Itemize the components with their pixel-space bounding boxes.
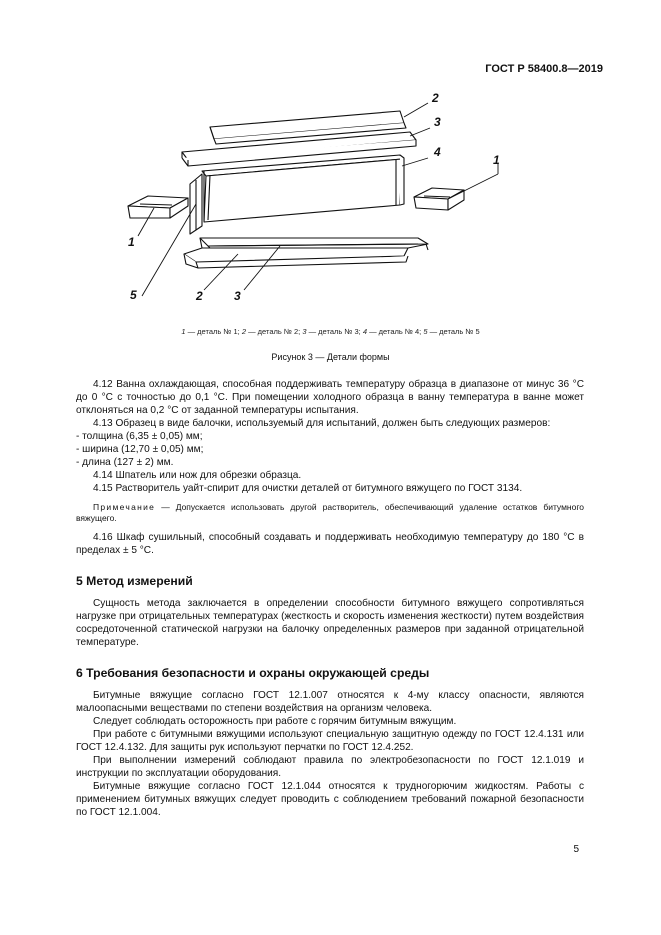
legend-text: — деталь № 1; — [185, 327, 242, 336]
part-4-box — [202, 155, 404, 222]
note-text: — Допускается использовать другой растворитель, обеспечивающий удаление остатков битумного вяжущего. — [76, 502, 584, 523]
part-2-base-plate — [184, 238, 428, 268]
section-6-paragraph: При работе с битумными вяжущими используют специальную защитную одежду по ГОСТ 12.4.131 или ГОСТ 12.4.132. Для защиты рук используют перчатки по ГОСТ 12.4.252. — [76, 729, 584, 753]
list-item: - ширина (12,70 ± 0,05) мм; — [76, 444, 204, 455]
callout-3-top: 3 — [434, 115, 441, 129]
mold-parts-drawing — [110, 86, 540, 320]
note — [76, 502, 584, 524]
legend-num: 2 — [241, 327, 246, 336]
figure-legend — [0, 327, 661, 336]
callout-1-right: 1 — [493, 153, 500, 167]
sample-dimensions-list — [76, 430, 584, 469]
legend-text: — деталь № 5 — [427, 327, 480, 336]
section-6-paragraph: Следует соблюдать осторожность при работе с горячим битумным вяжущим. — [93, 716, 457, 727]
part-1-right-block — [414, 188, 464, 210]
section-6-paragraph: При выполнении измерений соблюдают правила по электробезопасности по ГОСТ 12.1.019 и инструкции по эксплуатации оборудования. — [76, 755, 584, 779]
section-5-text: Сущность метода заключается в определении способности битумного вяжущего сопротивляться нагрузке при отрицательных температурах (жесткость и скорость изменения жесткости) путем воздействия сосредоточенной статической нагрузки на балочку определенных размеров при заданной отрицательной температуре. — [76, 598, 584, 648]
note-label: Примечание — [93, 502, 156, 512]
callout-5: 5 — [130, 288, 137, 302]
callout-3-bottom: 3 — [234, 289, 241, 303]
item-4-14: 4.14 Шпатель или нож для обрезки образца. — [93, 470, 302, 481]
legend-num: 4 — [362, 327, 367, 336]
legend-num: 5 — [423, 327, 428, 336]
item-4-12: 4.12 Ванна охлаждающая, способная поддерживать температуру образца в диапазоне от минус 36 °С до 0 °С с точностью до 0,1 °С. При помещении холодного образца в ванну температура в ванне может отклоняться на 0,2 °С от заданной температуры испытания. — [76, 379, 584, 416]
page-number: 5 — [573, 844, 579, 855]
callout-2-bottom: 2 — [196, 289, 203, 303]
item-4-15: 4.15 Растворитель уайт-спирит для очистки деталей от битумного вяжущего по ГОСТ 3134. — [93, 483, 523, 494]
legend-text: — деталь № 3; — [306, 327, 363, 336]
list-item: - длина (127 ± 2) мм. — [76, 457, 174, 468]
list-item: - толщина (6,35 ± 0,05) мм; — [76, 431, 203, 442]
legend-text: — деталь № 4; — [367, 327, 424, 336]
callout-4: 4 — [434, 145, 441, 159]
legend-text: — деталь № 2; — [246, 327, 303, 336]
section-6-heading: 6 Требования безопасности и охраны окружающей среды — [76, 666, 430, 680]
callout-1-left: 1 — [128, 235, 135, 249]
section-6-paragraph: Битумные вяжущие согласно ГОСТ 12.1.044 относятся к трудногорючим жидкостям. Работы с применением битумных вяжущих следует проводить с соблюдением требований пожарной безопасности по ГОСТ 12.1.004. — [76, 781, 584, 818]
callout-2-top: 2 — [432, 91, 439, 105]
legend-num: 1 — [181, 327, 186, 336]
figure-caption: Рисунок 3 — Детали формы — [271, 352, 390, 362]
section-5-heading: 5 Метод измерений — [76, 574, 193, 588]
legend-num: 3 — [302, 327, 307, 336]
standard-designation: ГОСТ Р 58400.8—2019 — [485, 63, 603, 75]
section-6-paragraph: Битумные вяжущие согласно ГОСТ 12.1.007 относятся к 4-му классу опасности, являются малоопасными веществами по степени воздействия на организм человека. — [76, 690, 584, 714]
document-body — [76, 378, 584, 819]
item-4-13: 4.13 Образец в виде балочки, используемый для испытаний, должен быть следующих размеров: — [93, 418, 551, 429]
item-4-16: 4.16 Шкаф сушильный, способный создавать и поддерживать необходимую температуру до 180 °С в пределах ± 5 °С. — [76, 532, 584, 556]
part-1-left-block — [128, 196, 188, 218]
